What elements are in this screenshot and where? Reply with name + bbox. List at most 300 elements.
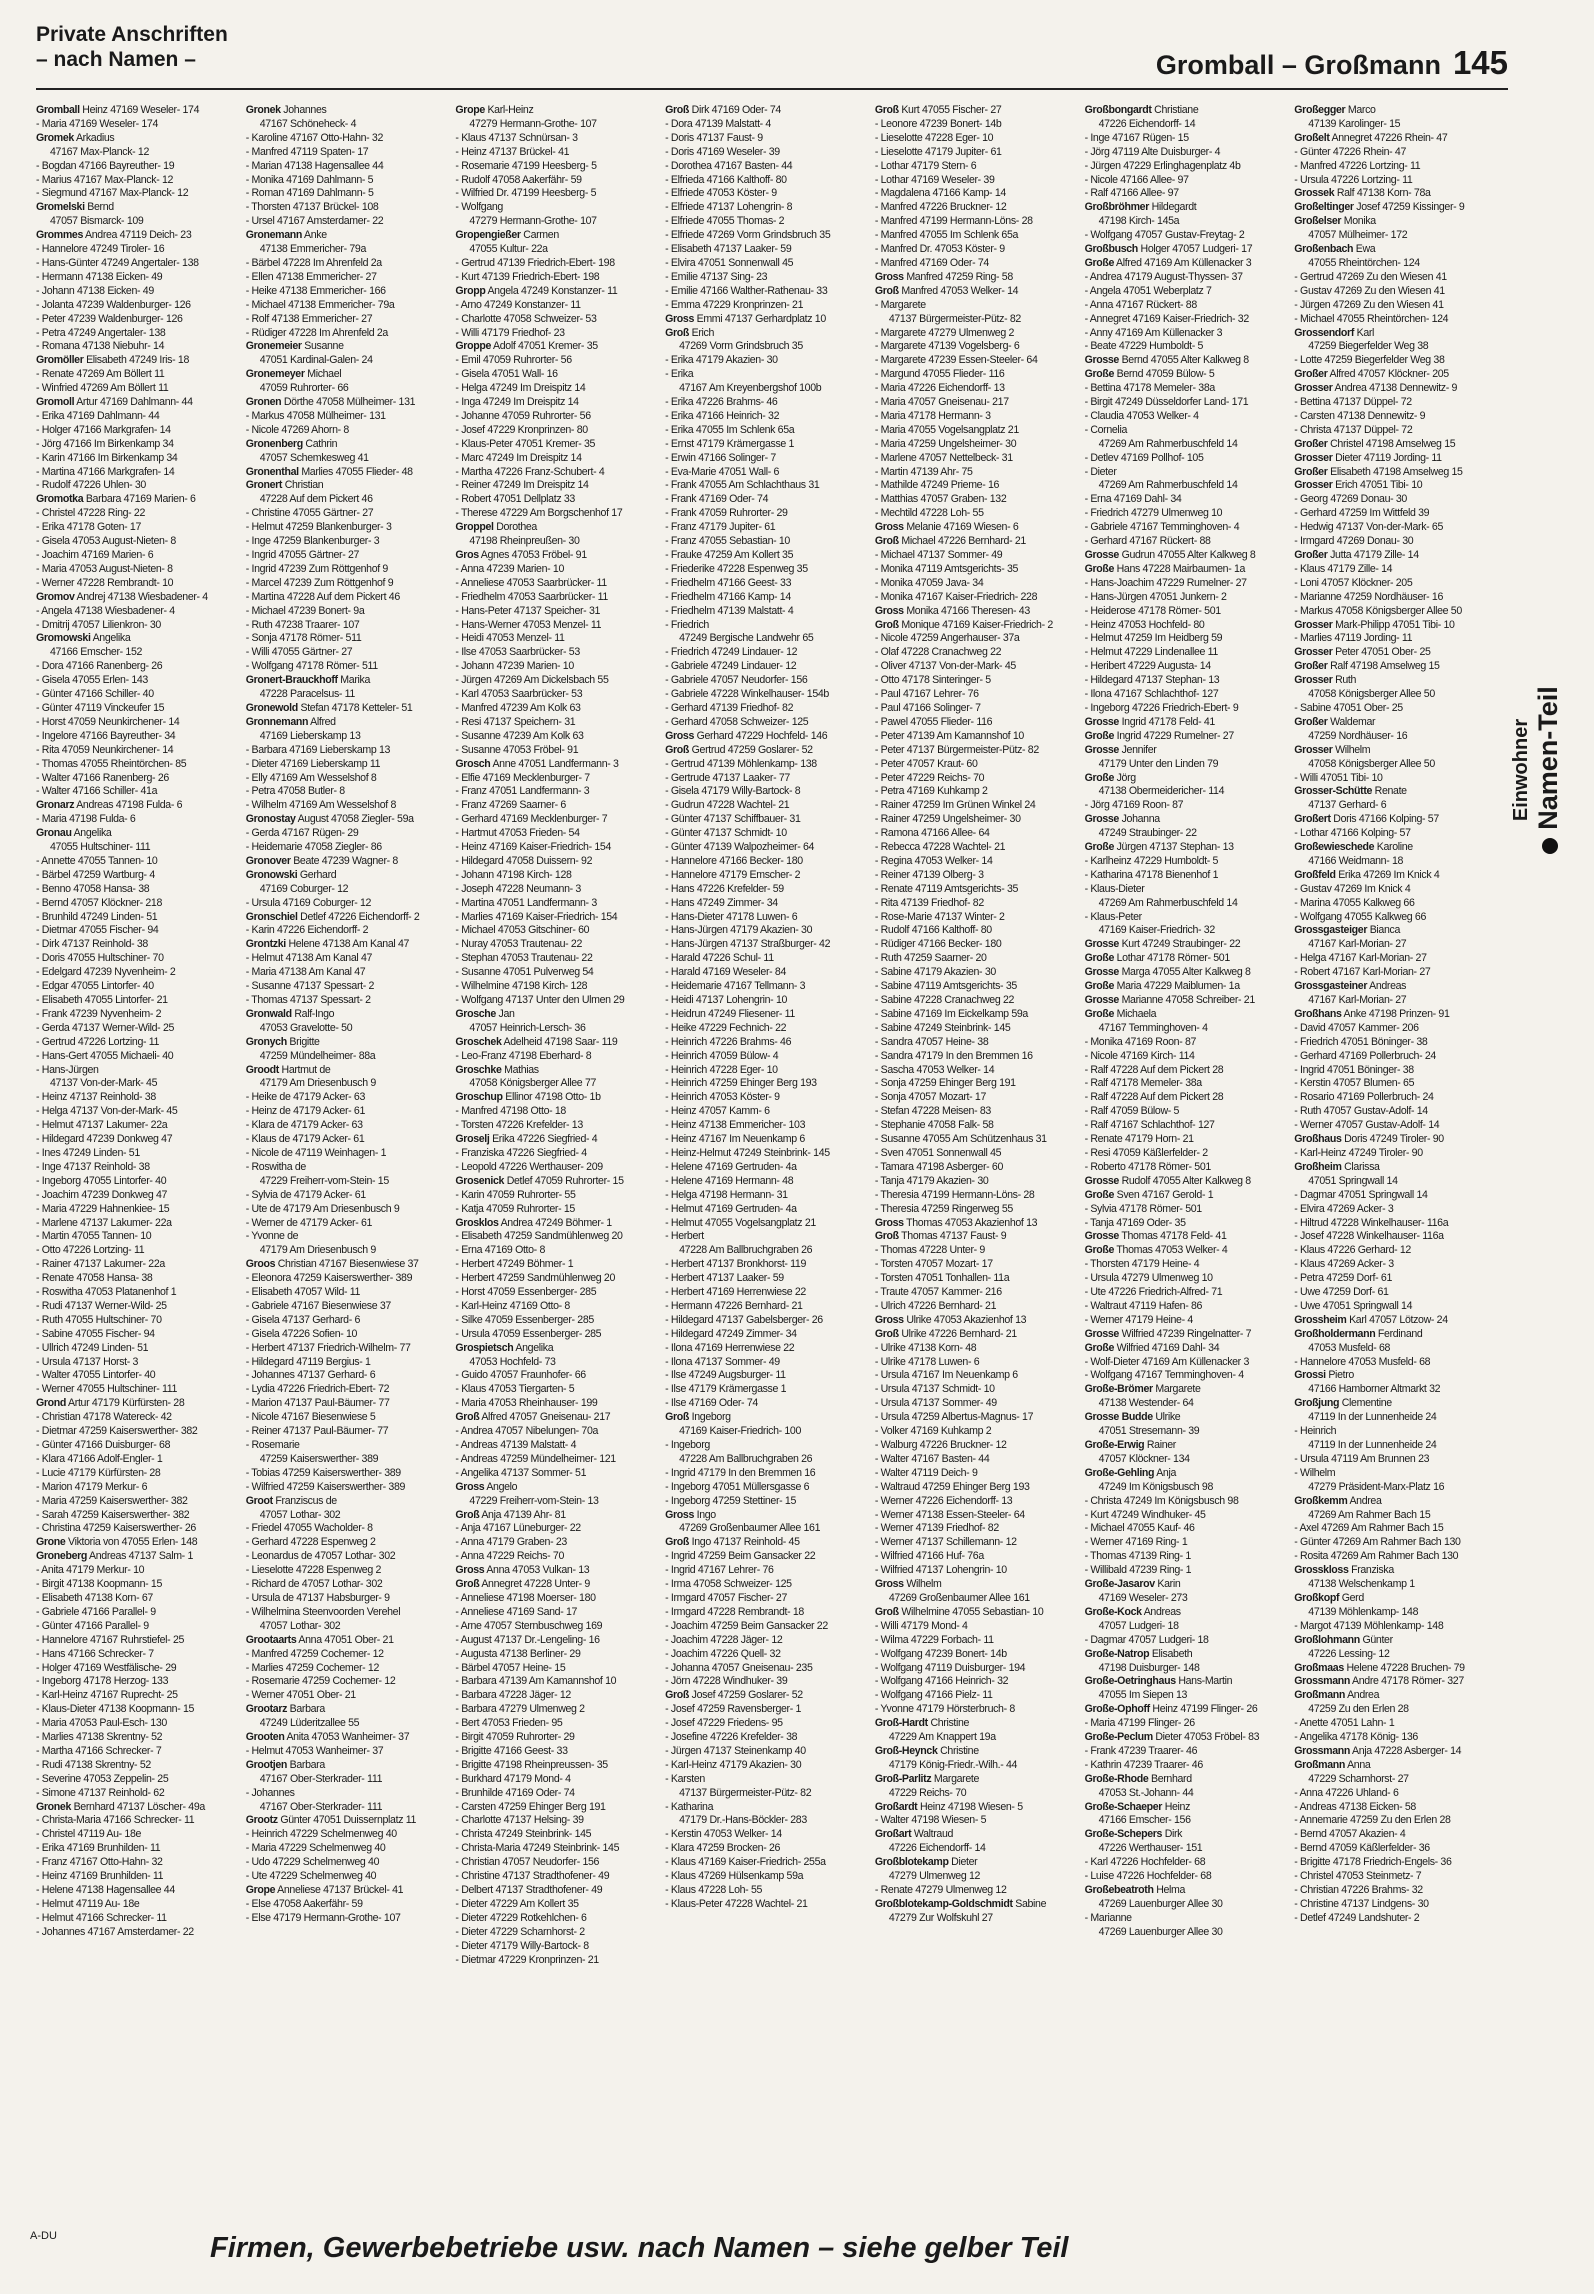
entry-details: - Ingrid 47167 Lehrer- 76 (665, 1564, 774, 1577)
entry-details: - Thorsten 47179 Heine- 4 (1084, 1258, 1200, 1271)
directory-entry (36, 897, 238, 911)
directory-entry (246, 1564, 448, 1578)
entry-details: - Renate 47179 Horn- 21 (1084, 1133, 1194, 1146)
directory-entry (1294, 1773, 1496, 1787)
directory-entry (1085, 1620, 1287, 1634)
directory-entry (665, 1495, 867, 1509)
directory-entry (1294, 493, 1496, 507)
entry-details: - Martina 47166 Markgrafen- 14 (36, 465, 175, 478)
entry-details: - Petra 47058 Butler- 8 (245, 785, 345, 798)
entry-details: - Martina 47228 Auf dem Pickert 46 (245, 590, 400, 603)
directory-entry (246, 883, 448, 897)
directory-entry (665, 1064, 867, 1078)
entry-details: Angelika (92, 632, 131, 645)
directory-entry (875, 1217, 1077, 1231)
entry-details: - Rebecca 47228 Wachtel- 21 (874, 841, 1006, 854)
entry-details: 47167 Ober-Sterkrader- 111 (259, 1800, 383, 1813)
directory-entry (36, 1787, 238, 1801)
entry-details: - Marianne (1084, 1911, 1132, 1924)
directory-entry (1294, 118, 1496, 132)
entry-details: - Johanna 47057 Gneisenau- 235 (665, 1661, 813, 1674)
directory-entry (1294, 1161, 1496, 1175)
entry-details: - Matthias 47057 Graben- 132 (874, 493, 1007, 506)
directory-entry (36, 1036, 238, 1050)
directory-entry (36, 1217, 238, 1231)
entry-details: - Rüdiger 47228 Im Ahrenfeld 2a (245, 326, 388, 339)
entry-details: - Sabine 47055 Fischer- 94 (36, 1327, 155, 1340)
entry-details: - Helmut 47137 Lakumer- 22a (36, 1119, 168, 1132)
directory-entry (875, 1717, 1077, 1731)
side-tab-line1: Einwohner (1510, 718, 1532, 822)
directory-entry (455, 897, 657, 911)
directory-entry (246, 855, 448, 869)
entry-details: 47055 Rheintörchen- 124 (1308, 256, 1420, 269)
directory-entry (665, 1634, 867, 1648)
entry-details: Ferdinand (1377, 1327, 1423, 1340)
directory-entry (246, 980, 448, 994)
directory-entry (875, 118, 1077, 132)
directory-entry (665, 827, 867, 841)
entry-details: 47167 Ober-Sterkrader- 111 (259, 1772, 383, 1785)
entry-details: - Helga 47137 Von-der-Mark- 45 (36, 1105, 178, 1118)
entry-details: - Ingeborg 47226 Friedrich-Ebert- 9 (1084, 701, 1239, 714)
directory-entry (875, 1606, 1077, 1620)
directory-entry (665, 1481, 867, 1495)
directory-entry (1294, 160, 1496, 174)
directory-entry (36, 215, 238, 229)
entry-details: - Karin 47059 Ruhrorter- 55 (455, 1188, 576, 1201)
directory-entry (875, 813, 1077, 827)
directory-entry (1085, 146, 1287, 160)
directory-entry (246, 966, 448, 980)
entry-details: - Petra 47169 Kuhkamp 2 (874, 785, 988, 798)
directory-entry (1294, 1091, 1496, 1105)
entry-details: - Heinz-Helmut 47249 Steinbrink- 145 (665, 1146, 830, 1159)
entry-details: - Heinz 47137 Reinhold- 38 (36, 1091, 156, 1104)
entry-details: - Friedrich (665, 618, 709, 631)
directory-entry (246, 1383, 448, 1397)
entry-details: - Dieter 47229 Rotkehlchen- 6 (455, 1911, 587, 1924)
directory-entry (455, 702, 657, 716)
directory-entry (246, 1481, 448, 1495)
directory-entry (455, 1272, 657, 1286)
entry-details: - Herbert 47137 Laaker- 59 (665, 1272, 784, 1285)
entry-details: - Marcel 47239 Zum Röttgenhof 9 (245, 576, 394, 589)
entry-details: 47259 Nordhäuser- 16 (1308, 729, 1408, 742)
entry-details: Rudolf 47055 Alter Kalkweg 8 (1121, 1174, 1251, 1187)
entry-details: - Rolf 47138 Emmericher- 27 (245, 312, 373, 325)
entry-details: - Walburg 47226 Bruckner- 12 (874, 1439, 1007, 1451)
directory-entry (455, 1439, 657, 1453)
surname: Großer (1294, 465, 1328, 478)
directory-entry (455, 841, 657, 855)
entry-details: - Augusta 47138 Berliner- 29 (455, 1647, 581, 1660)
directory-entry (1085, 619, 1287, 633)
surname: Großer (1294, 660, 1328, 673)
entry-details: 47053 Gravelotte- 50 (259, 1021, 353, 1034)
directory-entry (1085, 1745, 1287, 1759)
entry-details: 47259 Mündelheimer- 88a (259, 1049, 376, 1062)
entry-details: - Rainer 47137 Lakumer- 22a (36, 1258, 165, 1271)
directory-entry (1085, 174, 1287, 188)
entry-details: - Maria 47053 Rheinhauser- 199 (455, 1397, 598, 1410)
surname: Grosser (1294, 743, 1333, 756)
surname: Großer (1294, 715, 1328, 728)
entry-details: 47179 Unter den Linden 79 (1098, 757, 1219, 770)
entry-details: - Resi 47059 Käßlerfelder- 2 (1084, 1146, 1208, 1159)
directory-entry (875, 1397, 1077, 1411)
directory-entry (36, 1161, 238, 1175)
entry-details: Erika 47269 Im Knick 4 (1338, 868, 1440, 881)
entry-details: - Inge 47137 Reinhold- 38 (36, 1160, 150, 1173)
directory-entry (875, 132, 1077, 146)
directory-entry (455, 924, 657, 938)
entry-details: 47057 Lothar- 302 (259, 1508, 341, 1521)
entry-details: - Stefan 47228 Meisen- 83 (874, 1105, 991, 1118)
directory-entry (665, 257, 867, 271)
surname: Großblotekamp (874, 1856, 949, 1869)
surname: Gros (455, 549, 479, 561)
entry-details: - Walter 47167 Basten- 44 (874, 1452, 990, 1465)
surname: Große (1084, 841, 1115, 854)
entry-details: - Sonja 47259 Ehinger Berg 191 (874, 1077, 1016, 1090)
entry-details: - Martha 47226 Franz-Schubert- 4 (455, 465, 605, 478)
entry-details: Hildegardt (1151, 201, 1197, 214)
entry-details: - Brigitte 47178 Friedrich-Engels- 36 (1294, 1856, 1452, 1869)
directory-entry (246, 1314, 448, 1328)
entry-details: - Günter 47166 Schiller- 40 (36, 688, 154, 701)
entry-details: - Hannelore 47053 Musfeld- 68 (1294, 1355, 1431, 1368)
directory-entry (875, 243, 1077, 257)
directory-entry (875, 201, 1077, 215)
entry-details: - Josef 47228 Winkelhauser- 116a (1294, 1230, 1444, 1243)
entry-details: - Rosario 47169 Pollerbruch- 24 (1294, 1091, 1434, 1104)
directory-entry (36, 285, 238, 299)
entry-details: - Hildegard 47058 Duissern- 92 (455, 854, 593, 867)
directory-entry (246, 1091, 448, 1105)
entry-details: - Wilfried 47137 Lohengrin- 10 (874, 1564, 1007, 1577)
directory-entry (1294, 521, 1496, 535)
directory-entry (875, 215, 1077, 229)
entry-details: Ingeborg (691, 1411, 731, 1424)
entry-details: 47228 Auf dem Pickert 46 (259, 493, 373, 506)
side-tab (1510, 640, 1580, 900)
surname: Grossendorf (1294, 326, 1355, 339)
entry-details: Thomas 47178 Feld- 41 (1121, 1230, 1227, 1243)
directory-entry (665, 897, 867, 911)
directory-entry (1085, 1606, 1287, 1620)
directory-entry (1294, 1662, 1496, 1676)
surname: Große-Oetringhaus (1084, 1675, 1176, 1688)
directory-entry (36, 1050, 238, 1064)
entry-details: - Bettina 47178 Memeler- 38a (1084, 382, 1215, 395)
directory-entry (1085, 646, 1287, 660)
directory-entry (36, 952, 238, 966)
directory-entry (875, 1648, 1077, 1662)
directory-entry (875, 577, 1077, 591)
entry-details: Alfred 47057 Klöckner- 205 (1329, 368, 1449, 381)
directory-entry (36, 841, 238, 855)
directory-entry (455, 1856, 657, 1870)
directory-entry (875, 535, 1077, 549)
entry-details: - Dagmar 47057 Ludgeri- 18 (1084, 1633, 1209, 1646)
directory-entry (1294, 549, 1496, 563)
directory-entry (875, 1814, 1077, 1828)
directory-entry (1294, 1689, 1496, 1703)
entry-details: - Joachim 47228 Jäger- 12 (665, 1633, 783, 1646)
entry-details: - Anette 47051 Lahn- 1 (1294, 1717, 1395, 1730)
surname: Großart (874, 1828, 912, 1841)
entry-details: - Sandra 47179 In den Bremmen 16 (874, 1049, 1033, 1062)
entry-details: Andreas 47198 Fulda- 6 (76, 799, 183, 812)
surname: Grosse (1084, 994, 1119, 1006)
directory-entry (455, 1300, 657, 1314)
directory-entry (1085, 1814, 1287, 1828)
entry-details: - Klara de 47179 Acker- 63 (245, 1119, 363, 1132)
directory-entry (665, 772, 867, 786)
directory-entry (665, 535, 867, 549)
directory-entry (1294, 1522, 1496, 1536)
entry-details: 47259 Kaiserswerther- 389 (259, 1452, 379, 1465)
entry-details: - Hans 47166 Schrecker- 7 (36, 1647, 154, 1660)
entry-details: - Rosemarie 47259 Cochemer- 12 (245, 1675, 396, 1688)
directory-entry (1085, 1133, 1287, 1147)
entry-details: - Torsten 47226 Krefelder- 13 (455, 1119, 583, 1132)
directory-entry (1294, 1328, 1496, 1342)
directory-entry (36, 299, 238, 313)
directory-entry (1085, 132, 1287, 146)
directory-entry (665, 924, 867, 938)
directory-entry (665, 1217, 867, 1231)
entry-details: - Lothar 47169 Weseler- 39 (874, 173, 995, 186)
entry-details: - Ursula 47119 Am Brunnen 23 (1294, 1452, 1430, 1465)
entry-details: - Dieter 47179 Willy-Bartock- 8 (455, 1939, 589, 1952)
entry-details: - Willi 47179 Friedhof- 23 (455, 326, 565, 339)
entry-details: - Günter 47166 Parallel- 9 (36, 1619, 149, 1632)
directory-entry (665, 327, 867, 341)
entry-details: Alfred 47057 Gneisenau- 217 (481, 1411, 611, 1424)
entry-details: 47198 Rheinpreußen- 30 (469, 535, 580, 548)
entry-details: 47226 Eichendorff- 14 (888, 1842, 986, 1855)
entry-details: Ingrid 47229 Rumelner- 27 (1116, 729, 1234, 742)
entry-details: - Elisabeth 47057 Wild- 11 (245, 1286, 361, 1299)
directory-entry (1085, 1550, 1287, 1564)
entry-details: - Ralf 47059 Bülow- 5 (1084, 1105, 1180, 1118)
directory-entry (36, 521, 238, 535)
surname: Großholdermann (1294, 1327, 1376, 1340)
directory-entry (455, 368, 657, 382)
entry-details: - Udo 47229 Schelmenweg 40 (245, 1856, 380, 1869)
directory-entry (36, 1147, 238, 1161)
entry-details: 47051 Kardinal-Galen- 24 (259, 354, 373, 367)
directory-entry (455, 493, 657, 507)
directory-entry (246, 758, 448, 772)
entry-details: - Ute 47229 Schelmenweg 40 (245, 1870, 377, 1883)
directory-entry (665, 1133, 867, 1147)
directory-entry (1085, 911, 1287, 925)
entry-details: - Margarete (874, 298, 926, 311)
directory-column-7 (1294, 104, 1496, 2214)
directory-entry (455, 466, 657, 480)
entry-details: Margarete (933, 1772, 980, 1785)
entry-details: - Martin 47139 Ahr- 75 (874, 465, 973, 478)
directory-entry (875, 1745, 1077, 1759)
directory-entry (36, 1634, 238, 1648)
surname: Grosser (1294, 674, 1333, 687)
entry-details: 47167 Max-Planck- 12 (50, 145, 149, 158)
entry-details: - Maria 47259 Kaiserswerther- 382 (36, 1494, 188, 1507)
entry-details: - Anna 47179 Graben- 23 (455, 1536, 567, 1549)
directory-entry (1085, 1008, 1287, 1022)
directory-entry (665, 1717, 867, 1731)
directory-entry (246, 1801, 448, 1815)
entry-details: - Marina 47055 Kalkweg 66 (1294, 896, 1415, 909)
directory-entry (246, 396, 448, 410)
directory-entry (246, 1509, 448, 1523)
directory-entry (665, 1230, 867, 1244)
directory-entry (1294, 1008, 1496, 1022)
surname: Groß-Hardt (874, 1717, 928, 1730)
directory-entry (665, 1759, 867, 1773)
directory-entry (36, 1842, 238, 1856)
entry-details: - Christa-Maria 47249 Steinbrink- 145 (455, 1842, 620, 1855)
entry-details: Wilhelm (1335, 743, 1371, 756)
directory-entry (455, 1161, 657, 1175)
entry-details: Barbara (289, 1758, 325, 1771)
directory-entry (875, 1008, 1077, 1022)
directory-entry (455, 313, 657, 327)
entry-details: - Dieter 47169 Lieberskamp 11 (245, 757, 381, 770)
directory-entry (665, 1731, 867, 1745)
entry-details: 47119 In der Lunnenheide 24 (1308, 1439, 1437, 1451)
entry-details: Jan (498, 1007, 515, 1020)
directory-entry (246, 174, 448, 188)
entry-details: - Marc 47249 Im Dreispitz 14 (455, 451, 582, 464)
directory-entry (665, 1036, 867, 1050)
directory-entry (665, 424, 867, 438)
surname: Grosse (1084, 743, 1119, 756)
entry-details: Andre 47178 Römer- 327 (1352, 1675, 1464, 1688)
directory-entry (1085, 1091, 1287, 1105)
directory-entry (455, 632, 657, 646)
entry-details: - Volker 47169 Kuhkamp 2 (874, 1425, 992, 1438)
surname: Gronert (245, 479, 283, 492)
entry-details: Karl-Heinz (487, 104, 534, 116)
entry-details: Gudrun 47055 Alter Kalkweg 8 (1121, 549, 1256, 561)
directory-entry (455, 1050, 657, 1064)
entry-details: - Wilfried 47259 Kaiserswerther- 389 (245, 1480, 406, 1493)
entry-details: - Marianne 47259 Nordhäuser- 16 (1294, 590, 1444, 603)
entry-details: - Elisabeth 47055 Lintorfer- 21 (36, 994, 168, 1006)
entry-details: - Elfriede 47269 Vorm Grindsbruch 35 (665, 229, 831, 242)
entry-details: - Klaus de 47179 Acker- 61 (245, 1133, 365, 1146)
entry-details: - Paul 47167 Lehrer- 76 (874, 688, 979, 701)
directory-entry (1294, 827, 1496, 841)
directory-entry (665, 1077, 867, 1091)
directory-entry (36, 1662, 238, 1676)
directory-entry (1085, 674, 1287, 688)
directory-entry (36, 1091, 238, 1105)
directory-entry (246, 327, 448, 341)
entry-details: - Gudrun 47228 Wachtel- 21 (665, 799, 790, 812)
entry-details: Kurt 47249 Straubinger- 22 (1121, 938, 1241, 951)
directory-entry (665, 438, 867, 452)
entry-details: - Erika 47055 Im Schlenk 65a (665, 423, 795, 436)
directory-entry (36, 980, 238, 994)
entry-details: - Frank 47059 Ruhrorter- 29 (665, 507, 788, 520)
directory-entry (36, 1648, 238, 1662)
directory-entry (1085, 702, 1287, 716)
directory-entry (1085, 605, 1287, 619)
entry-details: - Theresia 47199 Hermann-Löns- 28 (874, 1188, 1035, 1201)
entry-details: - Manfred 47259 Cochemer- 12 (245, 1647, 384, 1660)
entry-details: Dirk 47169 Oder- 74 (691, 104, 781, 116)
entry-details: Ingo (696, 1508, 716, 1521)
directory-entry (1085, 438, 1287, 452)
entry-details: - Michael 47138 Emmericher- 79a (245, 298, 395, 311)
directory-entry (455, 994, 657, 1008)
surname: Großeltinger (1294, 201, 1354, 214)
entry-details: - Heinz 47169 Brunhilden- 11 (36, 1870, 164, 1883)
directory-entry (1085, 354, 1287, 368)
directory-entry (1294, 730, 1496, 744)
entry-details: - Leo-Franz 47198 Eberhard- 8 (455, 1049, 592, 1062)
directory-entry (665, 799, 867, 813)
directory-entry (36, 1759, 238, 1773)
entry-details: - Klaus-Peter 47228 Wachtel- 21 (665, 1897, 808, 1910)
directory-entry (665, 1564, 867, 1578)
directory-entry (1085, 772, 1287, 786)
entry-details: Manfred 47259 Ring- 58 (906, 270, 1013, 283)
directory-entry (875, 1522, 1077, 1536)
entry-details: Heinz 47198 Wiesen- 5 (919, 1800, 1023, 1813)
directory-entry (455, 271, 657, 285)
entry-details: - Marlene 47137 Lakumer- 22a (36, 1216, 172, 1229)
directory-entry (246, 285, 448, 299)
entry-details: - Inga 47249 Im Dreispitz 14 (455, 396, 579, 409)
entry-details: - Thorsten 47137 Brückel- 108 (245, 201, 379, 214)
directory-entry (455, 688, 657, 702)
directory-entry (875, 160, 1077, 174)
entry-details: - Maria 47169 Weseler- 174 (36, 117, 159, 130)
directory-entry (875, 549, 1077, 563)
entry-details: - Heinrich 47053 Köster- 9 (665, 1091, 780, 1104)
directory-entry (875, 285, 1077, 299)
entry-details: Emmi 47137 Gerhardplatz 10 (696, 312, 826, 325)
entry-details: Holger 47057 Ludgeri- 17 (1140, 243, 1253, 256)
directory-entry (875, 493, 1077, 507)
surname: Groß (874, 1605, 899, 1618)
directory-entry (1085, 1050, 1287, 1064)
entry-details: Ulrike 47053 Akazienhof 13 (906, 1313, 1027, 1326)
directory-entry (36, 1898, 238, 1912)
surname: Großhans (1294, 1007, 1342, 1020)
surname: Grontzki (245, 938, 286, 951)
directory-entry (455, 1217, 657, 1231)
entry-details: - Maria 47226 Eichendorff- 13 (874, 382, 1005, 395)
entry-details: 47166 Emscher- 156 (1098, 1814, 1191, 1827)
directory-entry (455, 1662, 657, 1676)
directory-entry (665, 716, 867, 730)
surname: Gromball (36, 104, 80, 116)
directory-entry (1294, 1342, 1496, 1356)
entry-details: - Michael 47137 Sommer- 49 (874, 549, 1003, 561)
entry-details: 47053 Hochfeld- 73 (469, 1355, 556, 1368)
entry-details: - Joachim 47239 Donkweg 47 (36, 1188, 168, 1201)
entry-details: Anita 47053 Wanheimer- 37 (286, 1731, 410, 1744)
directory-entry (1294, 1077, 1496, 1091)
directory-entry (455, 1133, 657, 1147)
